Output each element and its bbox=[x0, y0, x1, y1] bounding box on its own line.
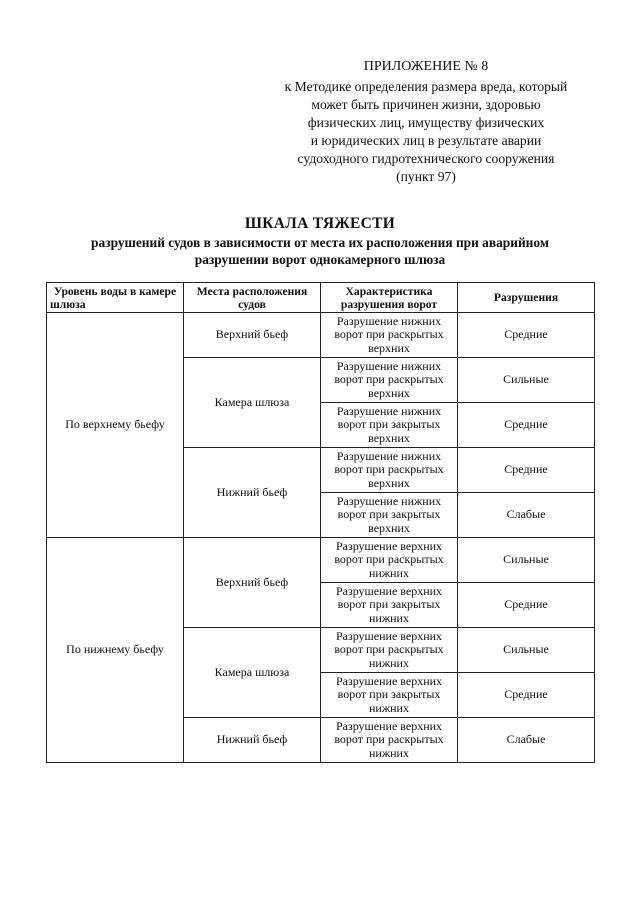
document-title: ШКАЛА ТЯЖЕСТИ bbox=[244, 215, 396, 232]
cell-characteristic: Разрушение нижних ворот при закрытых верхних bbox=[321, 493, 458, 538]
cell-characteristic: Разрушение нижних ворот при раскрытых верхних bbox=[321, 358, 458, 403]
cell-damage: Сильные bbox=[458, 358, 595, 403]
cell-damage: Средние bbox=[458, 403, 595, 448]
cell-characteristic: Разрушение верхних ворот при закрытых нижних bbox=[321, 673, 458, 718]
appendix-line: судоходного гидротехнического сооружения bbox=[297, 151, 555, 166]
document-subtitle-line: разрушений судов в зависимости от места их расположения при аварийном bbox=[91, 235, 549, 250]
cell-characteristic: Разрушение верхних ворот при закрытых нижних bbox=[321, 583, 458, 628]
document-subtitle-line: разрушении ворот однокамерного шлюза bbox=[194, 252, 446, 267]
cell-vessel-location: Камера шлюза bbox=[184, 628, 321, 718]
cell-damage: Сильные bbox=[458, 628, 595, 673]
cell-damage: Средние bbox=[458, 673, 595, 718]
appendix-block bbox=[246, 58, 606, 186]
cell-characteristic: Разрушение нижних ворот при раскрытых верхних bbox=[321, 313, 458, 358]
cell-characteristic: Разрушение верхних ворот при раскрытых нижних bbox=[321, 718, 458, 763]
header-gate-destruction: Характеристика разрушения ворот bbox=[321, 283, 458, 313]
cell-water-level: По нижнему бьефу bbox=[47, 538, 184, 763]
appendix-line: может быть причинен жизни, здоровью bbox=[311, 97, 541, 112]
header-vessel-location: Места расположения судов bbox=[184, 283, 321, 313]
appendix-line: физических лиц, имуществу физических bbox=[307, 115, 545, 130]
cell-damage: Средние bbox=[458, 313, 595, 358]
cell-damage: Слабые bbox=[458, 493, 595, 538]
cell-characteristic: Разрушение верхних ворот при раскрытых нижних bbox=[321, 628, 458, 673]
cell-vessel-location: Камера шлюза bbox=[184, 358, 321, 448]
appendix-line: и юридических лиц в результате аварии bbox=[310, 133, 542, 148]
appendix-title: ПРИЛОЖЕНИЕ № 8 bbox=[363, 59, 489, 74]
cell-damage: Сильные bbox=[458, 538, 595, 583]
cell-damage: Средние bbox=[458, 448, 595, 493]
header-water-level: Уровень воды в камере шлюза bbox=[47, 283, 184, 313]
appendix-line: к Методике определения размера вреда, который bbox=[284, 79, 568, 94]
cell-damage: Слабые bbox=[458, 718, 595, 763]
header-damage: Разрушения bbox=[458, 283, 595, 313]
table-row bbox=[47, 538, 595, 583]
severity-table bbox=[46, 282, 595, 763]
document-heading bbox=[46, 214, 594, 268]
cell-vessel-location: Нижний бьеф bbox=[184, 718, 321, 763]
cell-characteristic: Разрушение нижних ворот при раскрытых верхних bbox=[321, 448, 458, 493]
table-header-row bbox=[47, 283, 595, 313]
cell-vessel-location: Верхний бьеф bbox=[184, 313, 321, 358]
appendix-line: (пункт 97) bbox=[396, 169, 456, 184]
cell-water-level: По верхнему бьефу bbox=[47, 313, 184, 538]
table-row bbox=[47, 313, 595, 358]
cell-vessel-location: Нижний бьеф bbox=[184, 448, 321, 538]
cell-characteristic: Разрушение верхних ворот при раскрытых нижних bbox=[321, 538, 458, 583]
cell-vessel-location: Верхний бьеф bbox=[184, 538, 321, 628]
cell-characteristic: Разрушение нижних ворот при закрытых верхних bbox=[321, 403, 458, 448]
cell-damage: Средние bbox=[458, 583, 595, 628]
